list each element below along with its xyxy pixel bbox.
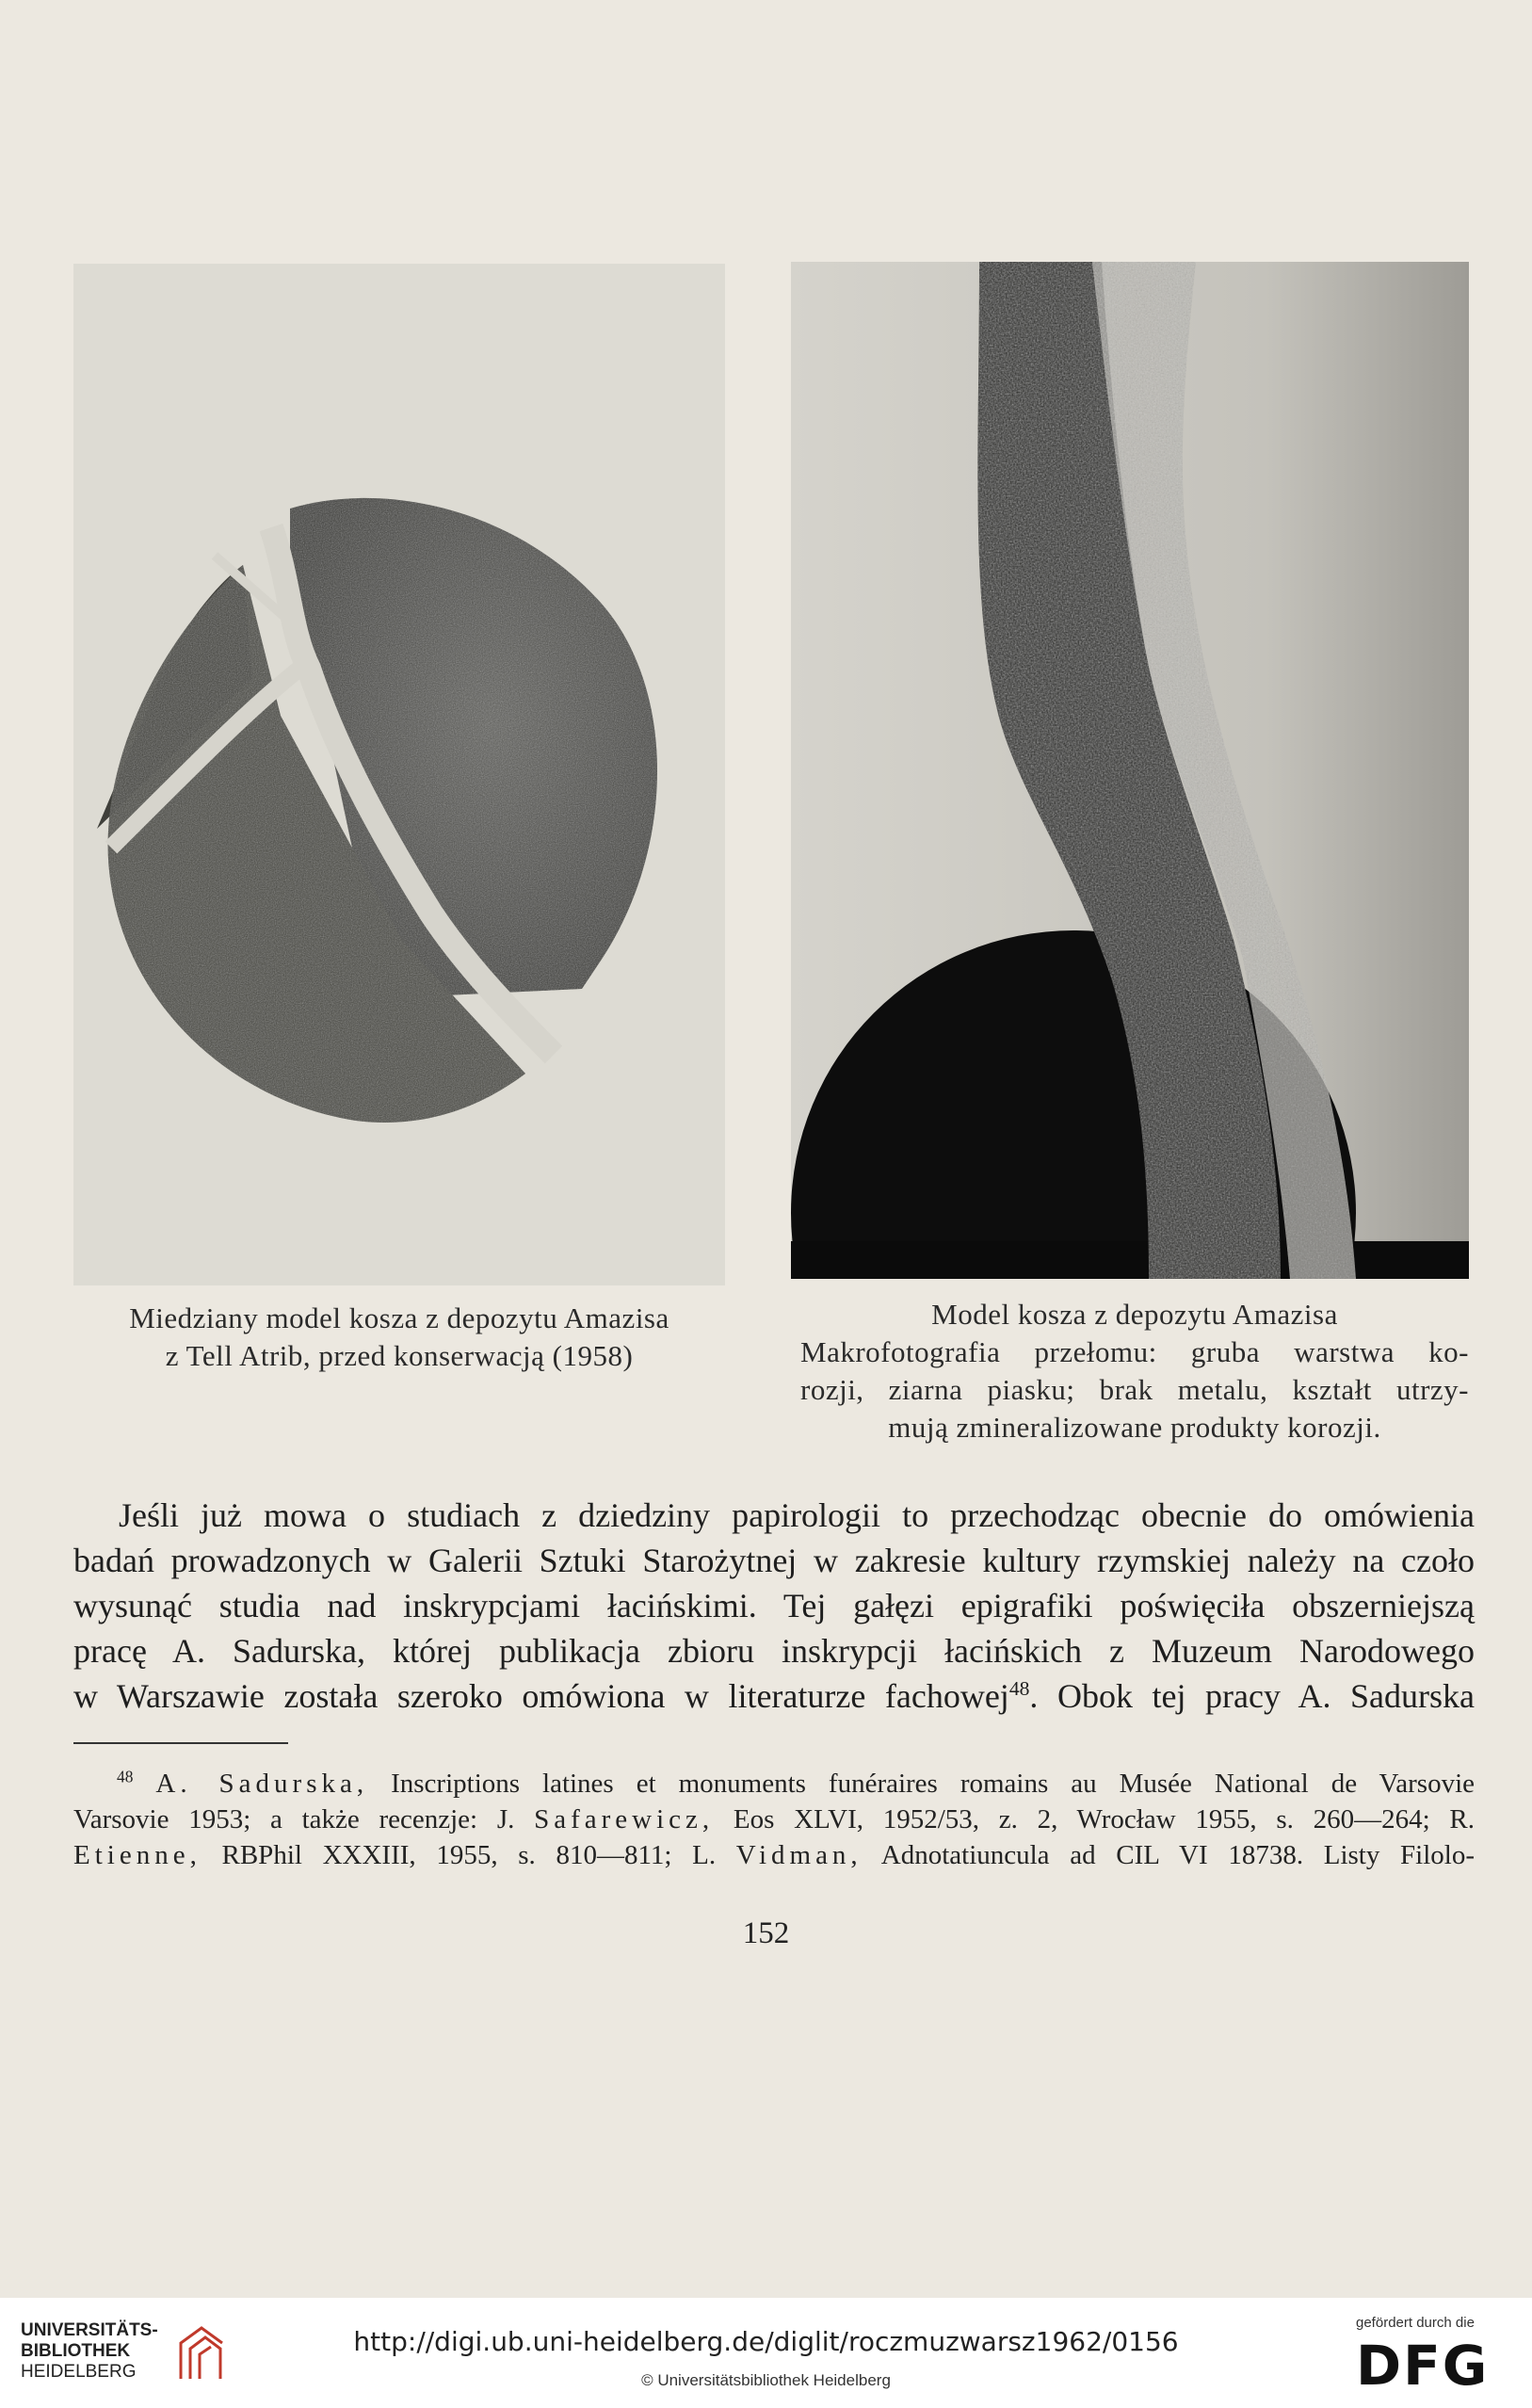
footnote-reference: 48 [1008,1677,1030,1700]
caption-right-line-1: Model kosza z depozytu Amazisa [931,1298,1338,1331]
photo-basket-illustration [73,264,725,1285]
footnote-author-vidman: Vidman, [735,1840,863,1870]
body-line-5-text: w Warszawie została szeroko omówiona w literaturze fachowej [73,1677,1009,1715]
footer-bar [0,2298,1532,2408]
footnote-line-3-end: Adnotatiuncula ad CIL VI 18738. Listy Filolo- [862,1840,1475,1870]
body-line-2: badań prowadzonych w Galerii Sztuki Starożytnej w zakresie kultury rzymskiej należy na czoło [73,1542,1475,1579]
permalink-url[interactable]: http://digi.ub.uni-heidelberg.de/diglit/roczmuzwarsz1962/0156 [353,2326,1179,2357]
caption-left-line-2: z Tell Atrib, przed konserwacją (1958) [165,1339,634,1372]
library-name-line-3: HEIDELBERG [21,2362,137,2382]
library-name-line-1: UNIVERSITÄTS- [21,2320,158,2340]
footnote-line-3-mid: RBPhil XXXIII, 1955, s. 810—811; L. [201,1840,736,1870]
body-line-5-end: . Obok tej pracy A. Sadurska [1029,1677,1475,1715]
body-paragraph [73,1493,1475,1719]
footnote-author-sadurska: A. Sadurska, [155,1769,369,1799]
photo-fracture-illustration [791,262,1469,1279]
footnote-line-3 [73,1837,1475,1873]
caption-left-line-1: Miedziany model kosza z depozytu Amazisa [129,1301,669,1334]
dfg-badge[interactable] [1356,2315,1516,2400]
footnote-48 [73,1766,1475,1873]
footnote-marker: 48 [117,1767,134,1786]
photo-fracture-macro [791,262,1469,1279]
copyright-notice: © Universitätsbibliothek Heidelberg [641,2371,891,2389]
caption-right-photo [800,1296,1469,1446]
caption-right-line-4: mują zmineralizowane produkty korozji. [888,1411,1381,1444]
caption-right-line-2: Makrofotografia przełomu: gruba warstwa ko- [800,1335,1469,1368]
footnote-line-1 [73,1766,1475,1802]
footnote-author-safarewicz: Safarewicz, [534,1804,715,1834]
body-line-4: pracę A. Sadurska, której publikacja zbioru inskrypcji łacińskich z Muzeum Narodowego [73,1632,1475,1670]
library-name-line-2: BIBLIOTHEK [21,2341,131,2361]
dfg-logo: DFG [1356,2334,1490,2398]
footnote-line-1-text: Inscriptions latines et monuments funéraires romains au Musée National de Varsovie [368,1769,1476,1799]
page-number: 152 [742,1916,790,1950]
dfg-funding-note: gefördert durch die [1356,2315,1475,2331]
footnote-line-2 [73,1802,1475,1837]
body-line-1: Jeśli już mowa o studiach z dziedziny papirologii to przechodząc obecnie do omówienia [119,1496,1475,1534]
footnote-line-2-start: Varsovie 1953; a także recenzje: J. [73,1804,535,1834]
caption-left-photo [73,1300,725,1375]
body-line-3: wysunąć studia nad inskrypcjami łacińskimi. Tej gałęzi epigrafiki poświęciła obszerniejszą [73,1587,1475,1624]
footnote-rule [73,1742,288,1744]
body-line-5 [73,1673,1475,1719]
caption-right-line-3: rozji, ziarna piasku; brak metalu, kształt utrzy- [800,1373,1469,1406]
footnote-author-etienne: Etienne, [73,1840,202,1870]
photo-copper-basket-model [73,264,725,1285]
footnote-line-2-end: Eos XLVI, 1952/53, z. 2, Wrocław 1955, s. 260—264; R. [714,1804,1475,1834]
